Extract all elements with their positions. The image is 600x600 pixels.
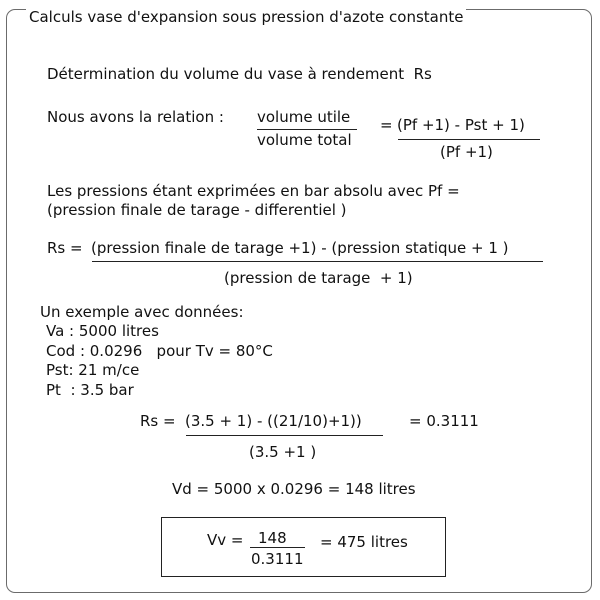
vv-calc-result: = 475 litres xyxy=(320,533,408,551)
relation-lhs-numerator: volume utile xyxy=(257,108,351,126)
relation-lhs-fraction-bar xyxy=(257,129,357,130)
rs-calc-numerator: (3.5 + 1) - ((21/10)+1)) xyxy=(185,412,362,430)
vv-calc-lhs: Vv = xyxy=(207,531,244,549)
fieldset-frame xyxy=(6,9,592,593)
relation-rhs-denominator: (Pf +1) xyxy=(440,143,493,161)
rs-formula-fraction-bar xyxy=(92,261,543,262)
example-line-va: Va : 5000 litres xyxy=(46,322,159,340)
heading-rs: Détermination du volume du vase à rendement Rs xyxy=(47,65,432,83)
rs-calc-result: = 0.3111 xyxy=(409,412,479,430)
example-heading: Un exemple avec données: xyxy=(40,303,244,321)
vv-calc-fraction-bar xyxy=(250,547,305,548)
rs-formula-lhs: Rs = xyxy=(47,239,83,257)
relation-label: Nous avons la relation : xyxy=(47,108,224,126)
rs-calc-lhs: Rs = xyxy=(140,412,176,430)
vv-calc-denominator: 0.3111 xyxy=(251,550,304,568)
fieldset-title: Calculs vase d'expansion sous pression d'azote constante xyxy=(26,8,466,26)
relation-equals: = xyxy=(380,116,393,134)
rs-formula-denominator: (pression de tarage + 1) xyxy=(224,269,413,287)
vv-calc-numerator: 148 xyxy=(258,529,287,547)
relation-lhs-denominator: volume total xyxy=(257,131,352,149)
pressures-note-line1: Les pressions étant exprimées en bar absolu avec Pf = xyxy=(47,182,460,200)
rs-formula-numerator: (pression finale de tarage +1) - (pression statique + 1 ) xyxy=(91,239,509,257)
vd-calc: Vd = 5000 x 0.0296 = 148 litres xyxy=(172,480,416,498)
example-line-pst: Pst: 21 m/ce xyxy=(46,361,140,379)
rs-calc-fraction-bar xyxy=(186,435,383,436)
relation-rhs-fraction-bar xyxy=(398,139,540,140)
rs-calc-denominator: (3.5 +1 ) xyxy=(249,443,317,461)
relation-rhs-numerator: (Pf +1) - Pst + 1) xyxy=(397,116,525,134)
example-line-cod: Cod : 0.0296 pour Tv = 80°C xyxy=(46,342,273,360)
example-line-pt: Pt : 3.5 bar xyxy=(46,381,134,399)
pressures-note-line2: (pression finale de tarage - differentiel ) xyxy=(47,201,347,219)
